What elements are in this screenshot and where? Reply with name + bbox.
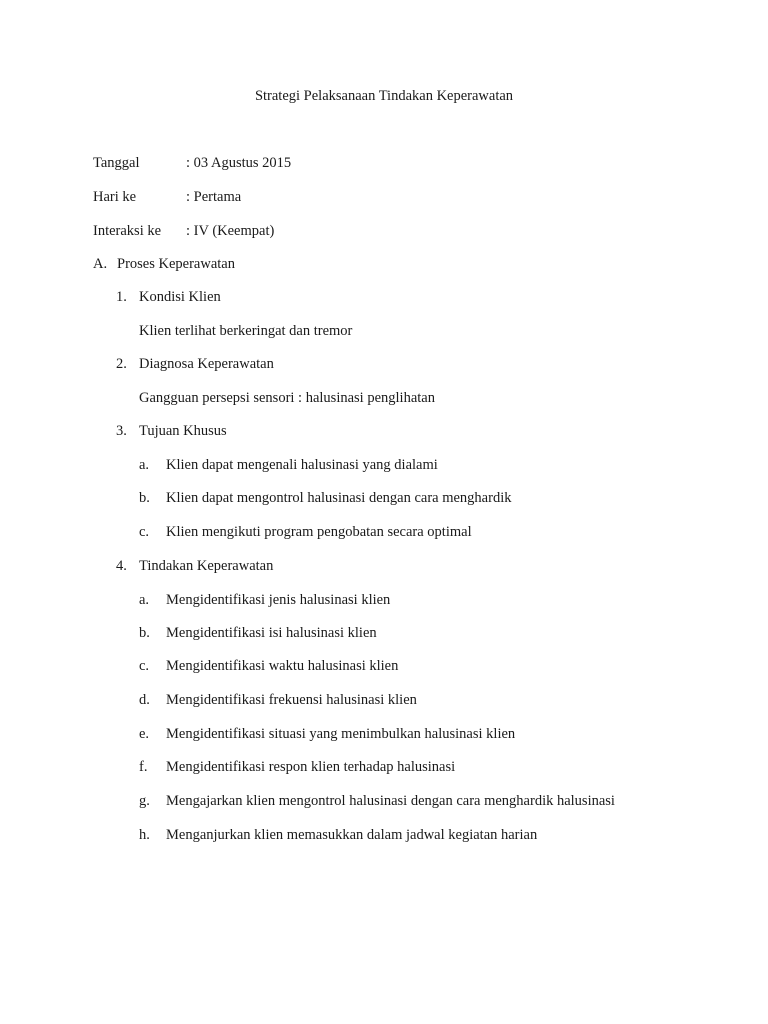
list-letter: h. <box>139 827 150 843</box>
list-letter: c. <box>139 524 150 540</box>
section-heading: Proses Keperawatan <box>117 256 235 272</box>
item-text: Gangguan persepsi sensori : halusinasi penglihatan <box>139 390 435 406</box>
section-marker: A. <box>93 256 108 272</box>
list-item: Mengajarkan klien mengontrol halusinasi dengan cara menghardik halusinasi <box>166 793 615 809</box>
item-heading: Kondisi Klien <box>139 289 221 305</box>
list-item: Menganjurkan klien memasukkan dalam jadwal kegiatan harian <box>166 827 538 843</box>
meta-value-date: : 03 Agustus 2015 <box>186 155 292 171</box>
list-letter: a. <box>139 457 150 473</box>
list-item: Mengidentifikasi respon klien terhadap halusinasi <box>166 759 456 775</box>
item-heading: Tujuan Khusus <box>139 423 227 439</box>
list-item: Mengidentifikasi waktu halusinasi klien <box>166 658 399 674</box>
list-letter: b. <box>139 625 150 641</box>
meta-label-day: Hari ke <box>93 189 137 205</box>
list-letter: f. <box>139 759 148 775</box>
item-number: 4. <box>116 558 127 574</box>
meta-label-date: Tanggal <box>93 155 140 171</box>
list-item: Mengidentifikasi frekuensi halusinasi klien <box>166 692 417 708</box>
meta-value-day: : Pertama <box>186 189 242 205</box>
item-number: 3. <box>116 423 127 439</box>
item-heading: Tindakan Keperawatan <box>139 558 274 574</box>
list-letter: b. <box>139 490 150 506</box>
meta-value-interaction: : IV (Keempat) <box>186 223 275 239</box>
meta-label-interaction: Interaksi ke <box>93 223 162 239</box>
item-text: Klien terlihat berkeringat dan tremor <box>139 323 353 339</box>
list-item: Mengidentifikasi jenis halusinasi klien <box>166 592 391 608</box>
list-letter: e. <box>139 726 150 742</box>
list-letter: c. <box>139 658 150 674</box>
item-number: 1. <box>116 289 127 305</box>
list-letter: g. <box>139 793 150 809</box>
list-item: Klien mengikuti program pengobatan secara optimal <box>166 524 472 540</box>
list-item: Mengidentifikasi situasi yang menimbulkan halusinasi klien <box>166 726 516 742</box>
item-number: 2. <box>116 356 127 372</box>
list-item: Mengidentifikasi isi halusinasi klien <box>166 625 377 641</box>
document-title: Strategi Pelaksanaan Tindakan Keperawatan <box>254 88 514 104</box>
list-letter: a. <box>139 592 150 608</box>
list-letter: d. <box>139 692 150 708</box>
list-item: Klien dapat mengontrol halusinasi dengan cara menghardik <box>166 490 512 506</box>
item-heading: Diagnosa Keperawatan <box>139 356 274 372</box>
list-item: Klien dapat mengenali halusinasi yang dialami <box>166 457 438 473</box>
